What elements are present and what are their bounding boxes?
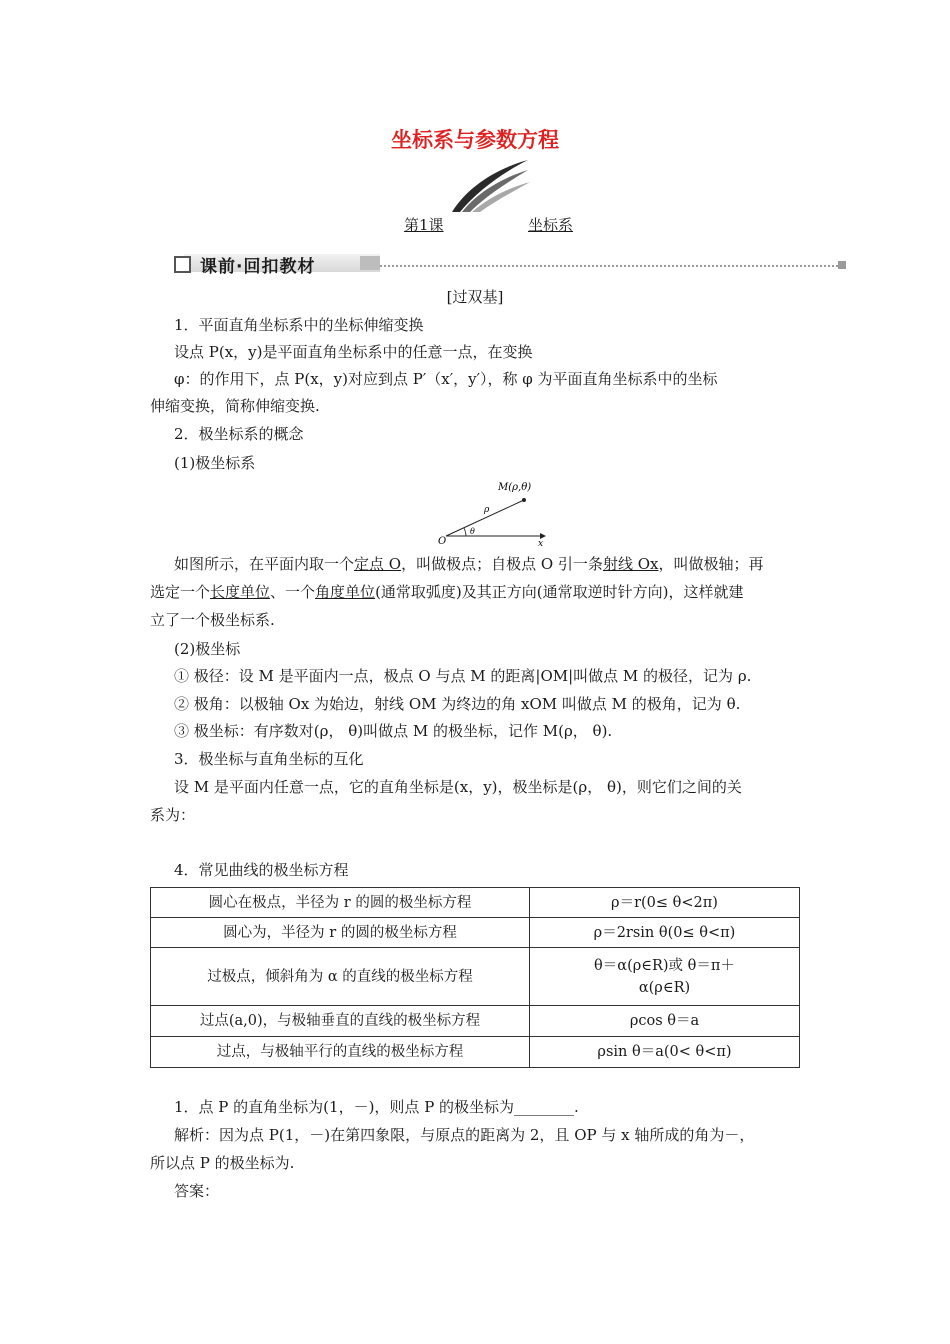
exercise-solution-2: 所以点 P 的极坐标为.	[150, 1154, 295, 1172]
table-cell-curve: 过点，与极轴平行的直线的极坐标方程	[151, 1037, 530, 1068]
swoosh-decoration	[448, 156, 532, 216]
exercise-solution-1: 解析：因为点 P(1，－)在第四象限，与原点的距离为 2，且 OP 与 x 轴所成的角为－，	[174, 1126, 755, 1144]
def-text: ，叫做极点；自极点 O 引一条	[401, 555, 603, 573]
table-cell-curve: 过点(a,0)，与极轴垂直的直线的极坐标方程	[151, 1006, 530, 1037]
point-label: M(ρ,θ)	[498, 482, 532, 493]
checkbox-square-icon	[174, 256, 191, 273]
p3-line1: 设 M 是平面内任意一点，它的直角坐标是(x，y)，极坐标是(ρ， θ)，则它们之间的关	[174, 778, 742, 796]
table-cell-curve: 圆心在极点，半径为 r 的圆的极坐标方程	[151, 888, 530, 918]
table-row	[151, 888, 800, 918]
table-cell-curve: 过极点，倾斜角为 α 的直线的极坐标方程	[151, 948, 530, 1006]
p1-line3: 伸缩变换，简称伸缩变换.	[150, 397, 320, 415]
def-text: 、一个	[270, 583, 316, 601]
table-row	[151, 948, 800, 1006]
exercise-question: 1．点 P 的直角坐标为(1，－)，则点 P 的极坐标为________.	[174, 1098, 579, 1116]
heading-3: 3．极坐标与直角坐标的互化	[174, 750, 364, 768]
table-cell-curve: 圆心为，半径为 r 的圆的极坐标方程	[151, 918, 530, 948]
theta-label: θ	[470, 527, 475, 536]
def-text: ，叫做极轴；再	[658, 555, 764, 573]
def-term-length-unit: 长度单位	[210, 583, 271, 601]
def-text: 选定一个	[150, 583, 211, 601]
polar-equations-table	[150, 887, 800, 1068]
equation-line: θ＝α(ρ∈R)或 θ＝π＋	[594, 957, 735, 974]
def-line1	[174, 554, 763, 574]
polar-figure	[430, 478, 560, 546]
p1-line1: 设点 P(x，y)是平面直角坐标系中的任意一点，在变换	[174, 343, 533, 361]
banner-title: 课前·回扣教材	[200, 257, 316, 277]
sub-heading-1: (1)极坐标系	[174, 454, 256, 472]
origin-label: O	[438, 536, 447, 546]
table-row	[151, 1006, 800, 1037]
def-term-ray: 射线 Ox	[602, 555, 659, 573]
table-cell-equation: ρ＝2rsin θ(0≤ θ<π)	[530, 918, 800, 948]
table-cell-equation	[530, 948, 800, 1006]
p3-line2: 系为：	[150, 806, 196, 824]
table-cell-equation: ρcos θ＝a	[530, 1006, 800, 1037]
lesson-name: 坐标系	[528, 216, 574, 234]
def-line3: 立了一个极坐标系.	[150, 611, 275, 629]
table-row	[151, 918, 800, 948]
list-item-3: ③ 极坐标：有序数对(ρ， θ)叫做点 M 的极坐标，记作 M(ρ， θ).	[174, 722, 613, 740]
page-title: 坐标系与参数方程	[391, 128, 559, 152]
heading-1: 1．平面直角坐标系中的坐标伸缩变换	[174, 316, 424, 334]
def-text: 如图所示，在平面内取一个	[174, 555, 355, 573]
rho-label: ρ	[484, 505, 490, 515]
def-term-angle-unit: 角度单位	[315, 583, 376, 601]
table-row	[151, 1037, 800, 1068]
list-item-1: ① 极径：设 M 是平面内一点，极点 O 与点 M 的距离|OM|叫做点 M 的极径，记为 ρ.	[174, 667, 752, 685]
list-item-2: ② 极角：以极轴 Ox 为始边，射线 OM 为终边的角 xOM 叫做点 M 的极角，记为 θ.	[174, 695, 741, 713]
table-cell-equation: ρ＝r(0≤ θ<2π)	[530, 888, 800, 918]
equation-line: α(ρ∈R)	[638, 979, 691, 996]
heading-4: 4．常见曲线的极坐标方程	[174, 861, 349, 879]
axis-label: x	[538, 539, 544, 546]
table-cell-equation: ρsin θ＝a(0< θ<π)	[530, 1037, 800, 1068]
p1-line2: φ：的作用下，点 P(x，y)对应到点 P′（x′，y′），称 φ 为平面直角坐标系中的坐标	[174, 370, 718, 388]
heading-2: 2．极坐标系的概念	[174, 425, 304, 443]
lesson-number: 第1课	[404, 216, 444, 234]
section-banner	[174, 252, 846, 276]
def-text: (通常取弧度)及其正方向(通常取逆时针方向)，这样就建	[375, 583, 744, 601]
sub-heading-2: (2)极坐标	[174, 640, 241, 658]
def-term-pole: 定点 O	[354, 555, 402, 573]
def-line2	[150, 582, 743, 602]
exercise-answer: 答案：	[174, 1182, 220, 1200]
section-tag: [过双基]	[446, 288, 504, 306]
